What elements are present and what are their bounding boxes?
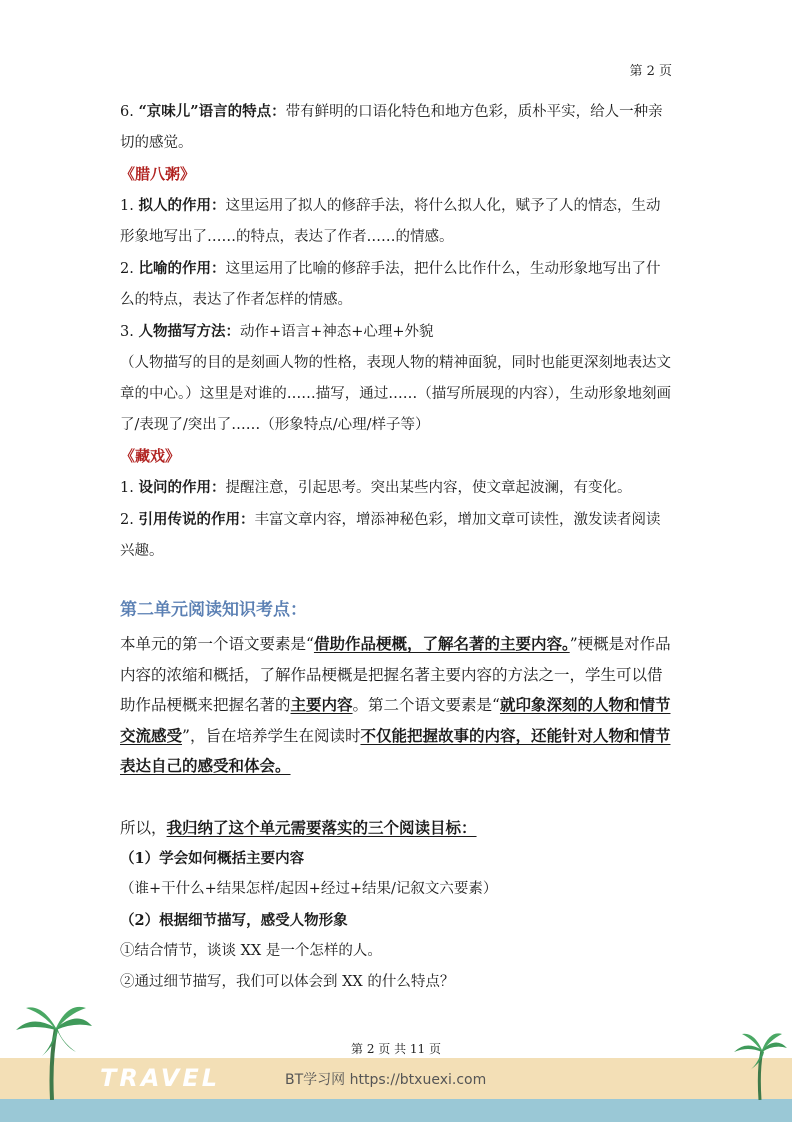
document-body (120, 96, 672, 998)
para-text: ”，旨在培养学生在阅读时 (182, 726, 361, 745)
labazhou-point-2 (120, 253, 672, 316)
unit-2-heading: 第二单元阅读知识考点： (120, 600, 307, 620)
palm-tree-left-icon (12, 1000, 94, 1100)
item-number: 1. (120, 480, 134, 496)
item-term: 拟人的作用： (138, 197, 226, 214)
item-number: 3. (120, 324, 134, 340)
unit-2-paragraph (120, 629, 672, 782)
para-text: 。第二个语文要素是“ (352, 696, 500, 714)
item-number: 1. (120, 198, 134, 214)
item-number: 6. (120, 104, 134, 120)
footer-sea-band (0, 1099, 792, 1122)
para-emphasis: 不仅能把握故事的内容，还能针对人物和情节表达自己的感受和体会。 (120, 725, 671, 775)
lesson-title-cangxi: 《藏戏》 (120, 447, 181, 465)
item-term: 引用传说的作用： (138, 511, 255, 528)
cangxi-point-2 (120, 504, 672, 567)
palm-tree-right-icon (732, 1030, 788, 1100)
para-emphasis: 我归纳了这个单元需要落实的三个阅读目标： (166, 817, 477, 837)
footer-page-count: 第 2 页 共 11 页 (351, 1042, 441, 1056)
travel-logo: TRAVEL (100, 1064, 221, 1092)
item-text: 带有鲜明的口语化特色和地方色彩，质朴平实，给人一种亲切的感觉。 (120, 104, 663, 151)
point-6 (120, 96, 672, 159)
item-text: 提醒注意，引起思考。突出某些内容，使文章起波澜，有变化。 (225, 480, 632, 496)
labazhou-point-3 (120, 316, 672, 348)
labazhou-point-1 (120, 190, 672, 253)
question-2: ②通过细节描写，我们可以体会到 XX 的什么特点？ (120, 974, 455, 990)
question-1: ①结合情节，谈谈 XX 是一个怎样的人。 (120, 943, 382, 959)
para-text: 本单元的第一个语文要素是“ (120, 635, 314, 653)
spacer (120, 782, 672, 813)
item-term: “京味儿”语言的特点： (138, 103, 286, 120)
item-number: 2. (120, 512, 134, 528)
goal-1: （1）学会如何概括主要内容 (120, 850, 305, 867)
lesson-title-labazhou: 《腊八粥》 (120, 165, 196, 183)
goal-2: （2）根据细节描写，感受人物形象 (120, 912, 348, 929)
item-text: 丰富文章内容，增添神秘色彩，增加文章可读性，激发读者阅读兴趣。 (120, 512, 661, 559)
para-text: 所以， (120, 818, 167, 837)
goal-1-note: （谁+干什么+结果怎样/起因+经过+结果/记叙文六要素） (120, 881, 498, 897)
item-term: 比喻的作用： (138, 260, 226, 277)
page-number-top: 第 2 页 (629, 64, 672, 79)
item-number: 2. (120, 261, 134, 277)
para-emphasis: 就印象深刻的人物和情节交流感受 (120, 695, 671, 745)
summary-line (120, 813, 672, 844)
item-term: 设问的作用： (138, 479, 226, 496)
item-text: 这里运用了拟人的修辞手法，将什么拟人化，赋予了人的情态，生动形象地写出了……的特点，表达了作者……的情感。 (120, 198, 661, 245)
cangxi-point-1 (120, 472, 672, 504)
item-term: 人物描写方法： (138, 323, 240, 340)
item-text: 动作+语言+神态+心理+外貌 (239, 324, 434, 340)
para-text: ”梗概是对作品内容的浓缩和概括，了解作品梗概是把握名著主要内容的方法之一，学生可以借助作品梗概来把握名著的 (120, 635, 671, 714)
item-text: 这里运用了比喻的修辞手法，把什么比作什么，生动形象地写出了什么的特点，表达了作者怎样的情感。 (120, 261, 661, 308)
labazhou-point-3-note: （人物描写的目的是刻画人物的性格，表现人物的精神面貌，同时也能更深刻地表达文章的中心。）这里是对谁的……描写，通过……（描写所展现的内容），生动形象地刻画了/表现了/突出了……（形象特点/心理/样子等） (120, 355, 671, 433)
para-emphasis: 主要内容 (290, 695, 353, 714)
site-link[interactable]: BT学习网 https://btxuexi.com (285, 1072, 487, 1088)
para-emphasis: 借助作品梗概，了解名著的主要内容。 (313, 634, 570, 653)
